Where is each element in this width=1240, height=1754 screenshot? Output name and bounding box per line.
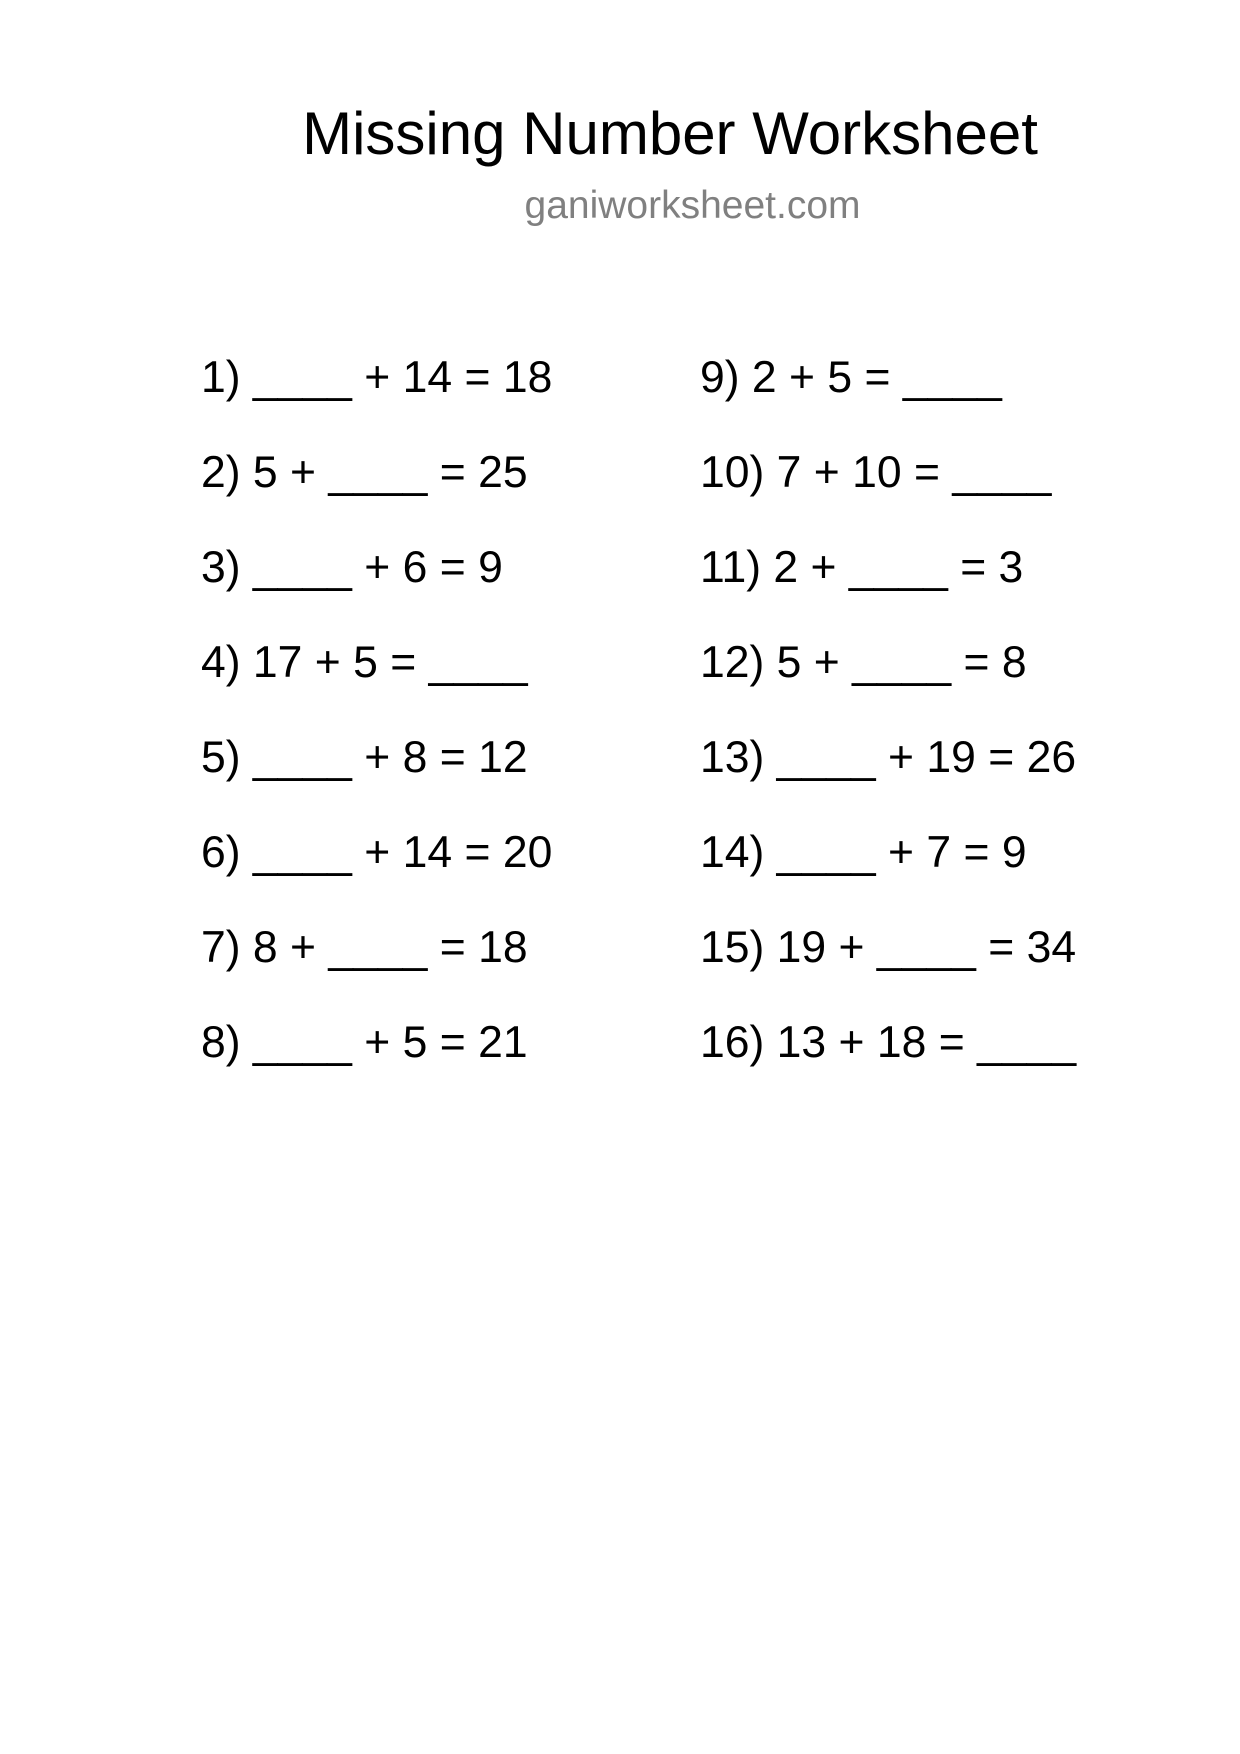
problem-10: 10) 7 + 10 = ____ — [700, 448, 1052, 497]
problem-2: 2) 5 + ____ = 25 — [201, 448, 528, 497]
problem-14: 14) ____ + 7 = 9 — [700, 828, 1027, 877]
problem-12: 12) 5 + ____ = 8 — [700, 638, 1027, 687]
problem-3: 3) ____ + 6 = 9 — [201, 543, 503, 592]
problem-13: 13) ____ + 19 = 26 — [700, 733, 1077, 782]
problem-9: 9) 2 + 5 = ____ — [700, 353, 1002, 402]
problem-16: 16) 13 + 18 = ____ — [700, 1018, 1077, 1067]
problem-15: 15) 19 + ____ = 34 — [700, 923, 1077, 972]
problem-8: 8) ____ + 5 = 21 — [201, 1018, 528, 1067]
problems-column-left — [201, 352, 552, 1112]
problem-6: 6) ____ + 14 = 20 — [201, 828, 553, 877]
problem-4: 4) 17 + 5 = ____ — [201, 638, 528, 687]
problem-5: 5) ____ + 8 = 12 — [201, 733, 528, 782]
worksheet-source: ganiworksheet.com — [524, 184, 861, 227]
problems-column-right — [700, 352, 1076, 1112]
problem-11: 11) 2 + ____ = 3 — [700, 543, 1024, 592]
problem-7: 7) 8 + ____ = 18 — [201, 923, 528, 972]
worksheet-title: Missing Number Worksheet — [302, 100, 1038, 167]
problem-1: 1) ____ + 14 = 18 — [201, 353, 553, 402]
